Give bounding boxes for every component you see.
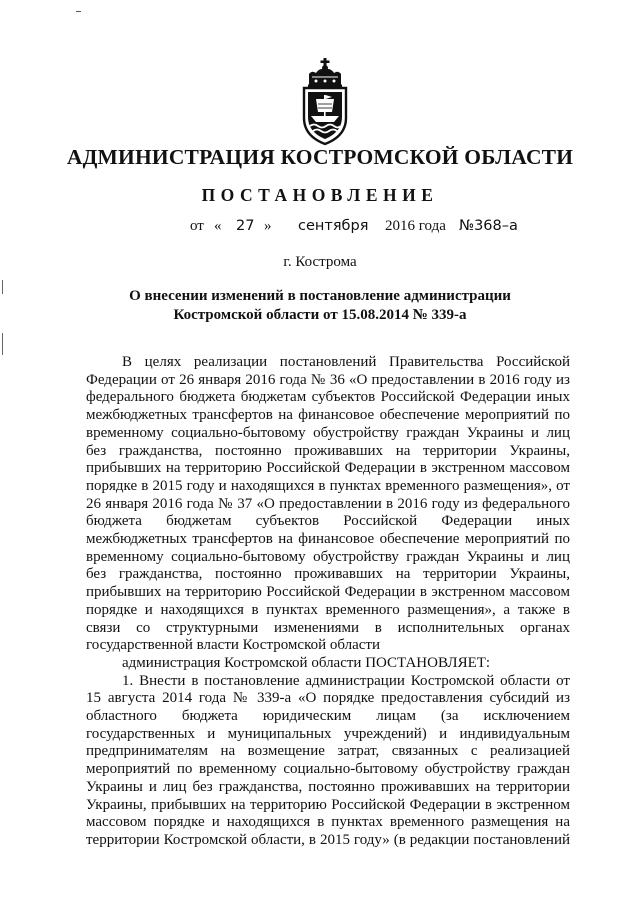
body-line: государственных и муниципальных учреждений) и индивидуальным <box>86 725 570 742</box>
city: г. Кострома <box>283 254 357 270</box>
body-line: Украины и лиц без гражданства, постоянно проживавших на территории <box>86 778 570 795</box>
body-line: администрация Костромской области ПОСТАНОВЛЯЕТ: <box>122 654 491 671</box>
doc-type-heading: ПОСТАНОВЛЕНИЕ <box>201 185 439 205</box>
body-line: прибывших на территорию Российской Федерации в экстренном массовом <box>86 584 570 601</box>
body-line: межбюджетных трансфертов на финансовое обеспечение мероприятий по <box>86 531 570 548</box>
date-year: 2016 года <box>385 218 446 234</box>
body-line: В целях реализации постановлений Правительства Российской <box>122 354 570 370</box>
body-line: государственной власти Костромской области <box>86 637 381 654</box>
body-line: федерального бюджета бюджетам субъектов Российской Федерации иных <box>86 389 570 406</box>
document-number: №368–а <box>459 218 518 234</box>
date-day: 27 <box>236 218 255 234</box>
date-line <box>0 218 640 240</box>
kostroma-coat-of-arms-icon <box>294 58 356 146</box>
org-title: АДМИНИСТРАЦИЯ КОСТРОМСКОЙ ОБЛАСТИ <box>66 145 574 169</box>
subject-line: Костромской области от 15.08.2014 № 339-а <box>173 307 467 323</box>
body-line: мероприятий по временному социально-бытовому обустройству граждан <box>86 761 570 778</box>
body-line: бюджета бюджетам субъектов Российской Федерации иных <box>86 513 570 530</box>
body-line: без гражданства, постоянно проживавших на территории Украины, <box>86 566 570 583</box>
body-line: связи со структурными изменениями в исполнительных органах <box>86 619 570 636</box>
body-line: 15 августа 2014 года № 339-а «О порядке предоставления субсидий из <box>86 690 570 707</box>
scan-mark <box>76 11 81 12</box>
body-line: Федерации от 26 января 2016 года № 36 «О предоставлении в 2016 году из <box>86 371 570 388</box>
body-line: Украины, прибывших на территорию Российской Федерации в экстренном <box>86 796 570 813</box>
body-line: предпринимателям на возмещение затрат, связанных с реализацией <box>86 743 570 760</box>
date-quote-close: » <box>264 218 272 234</box>
body-line: областного бюджета юридическим лицам (за исключением <box>86 708 570 725</box>
document-subject <box>100 287 540 325</box>
date-quote-open: « <box>214 218 222 234</box>
body-line: порядке и находящихся в пунктах временного размещения», а также в <box>86 601 570 618</box>
body-line: без гражданства, постоянно проживавших на территории Украины, <box>86 442 570 459</box>
body-line: 26 января 2016 года № 37 «О предоставлении в 2016 году из федерального <box>86 495 570 512</box>
date-prefix: от <box>190 218 204 234</box>
scan-mark <box>2 333 3 355</box>
body-line: территории Костромской области, в 2015 году» (в редакции постановлений <box>86 831 570 848</box>
body-line: 1. Внести в постановление администрации Костромской области от <box>122 672 570 689</box>
body-line: прибывших на территорию Российской Федерации в экстренном массовом <box>86 460 570 477</box>
date-month: сентября <box>298 218 369 234</box>
body-line: массовом порядке и находящихся в пунктах временного размещения на <box>86 814 570 831</box>
scan-mark <box>2 280 3 294</box>
body-text <box>86 354 570 850</box>
subject-line: О внесении изменений в постановление администрации <box>129 288 511 304</box>
body-line: межбюджетных трансфертов на финансовое обеспечение мероприятий по <box>86 407 570 424</box>
body-line: временному социально-бытовому обустройству граждан Украины и лиц <box>86 548 570 565</box>
body-line: временному социально-бытовому обустройству граждан Украины и лиц <box>86 424 570 441</box>
body-line: порядке в 2015 году и находящихся в пунктах временного размещения», от <box>86 477 570 494</box>
